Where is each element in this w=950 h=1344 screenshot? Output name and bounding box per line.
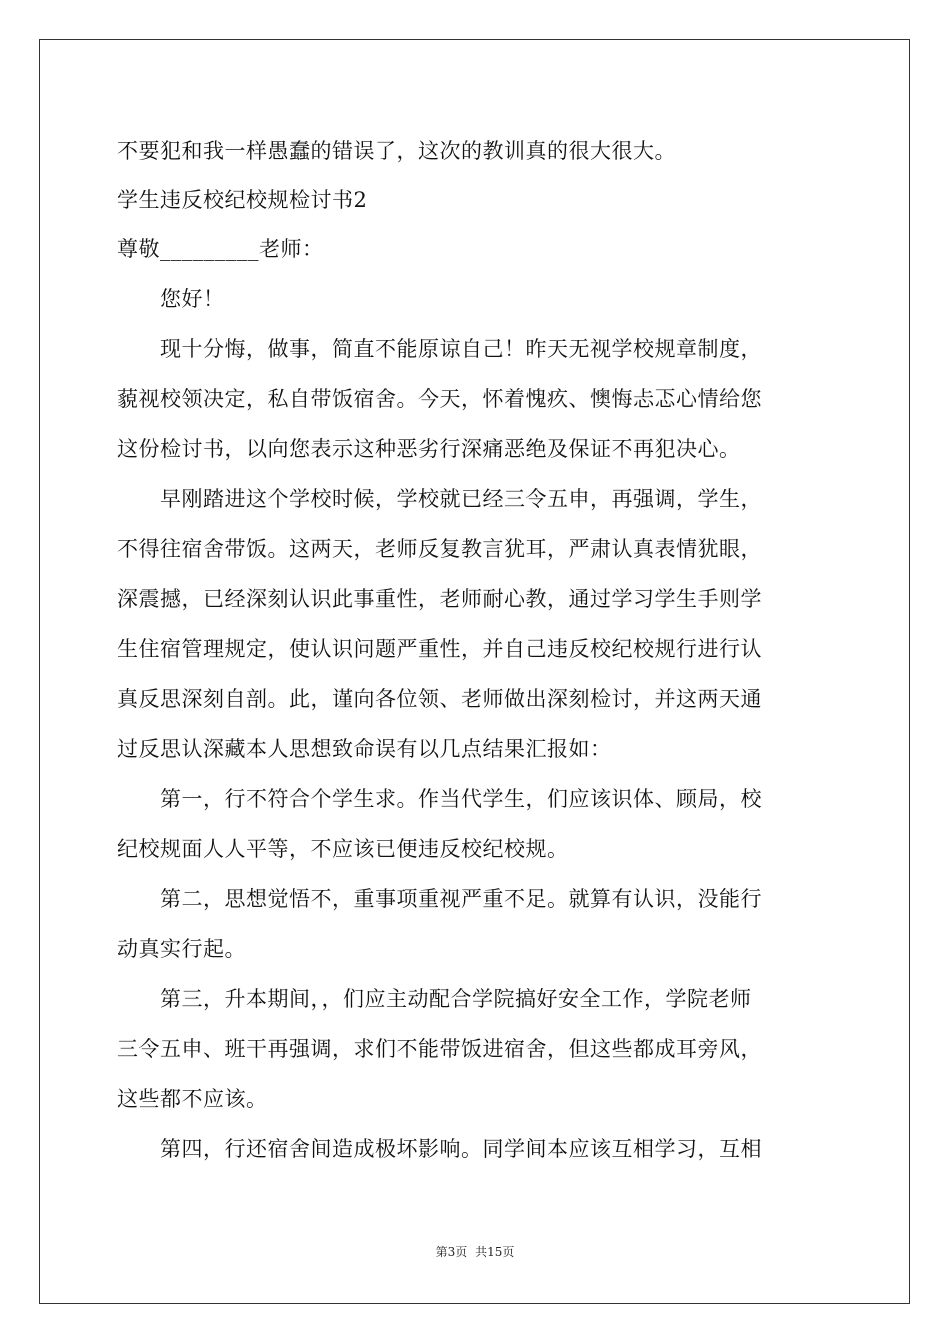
- text-line-13: 过反思认深藏本人思想致命误有以几点结果汇报如：: [117, 737, 612, 761]
- text-line-14: 第一，行不符合个学生求。作当代学生，们应该识体、顾局，校: [160, 787, 762, 811]
- page-number: 第3页: [435, 1245, 468, 1259]
- page-border: [39, 39, 910, 1304]
- section-title: 学生违反校纪校规检讨书2: [117, 188, 368, 212]
- text-line-11: 生住宿管理规定，使认识问题严重性，并自己违反校纪校规行进行认: [117, 637, 762, 661]
- text-line-15: 纪校规面人人平等，不应该已便违反校纪校规。: [117, 837, 569, 861]
- text-line-1: 不要犯和我一样愚蠢的错误了，这次的教训真的很大很大。: [117, 139, 676, 163]
- text-line-18: 第三，升本期间，，们应主动配合学院搞好安全工作，学院老师: [160, 987, 752, 1011]
- text-line-21: 第四，行还宿舍间造成极坏影响。同学间本应该互相学习，互相: [160, 1137, 762, 1161]
- text-line-10: 深震撼，已经深刻认识此事重性，老师耐心教，通过学习学生手则学: [117, 587, 762, 611]
- salutation: 尊敬_________老师：: [117, 237, 324, 261]
- text-line-7: 这份检讨书，以向您表示这种恶劣行深痛恶绝及保证不再犯决心。: [117, 437, 741, 461]
- text-line-6: 藐视校领决定，私自带饭宿舍。今天，怀着愧疚、懊悔忐忑心情给您: [117, 387, 762, 411]
- text-line-19: 三令五申、班干再强调，求们不能带饭进宿舍，但这些都成耳旁风，: [117, 1037, 762, 1061]
- page-total: 共15页: [475, 1245, 515, 1259]
- text-line-9: 不得往宿舍带饭。这两天，老师反复教言犹耳，严肃认真表情犹眼，: [117, 537, 762, 561]
- text-line-12: 真反思深刻自剖。此，谨向各位领、老师做出深刻检讨，并这两天通: [117, 687, 762, 711]
- text-line-20: 这些都不应该。: [117, 1087, 268, 1111]
- page-footer: [0, 1244, 950, 1260]
- text-line-17: 动真实行起。: [117, 937, 246, 961]
- text-line-5: 现十分悔，做事，简直不能原谅自己！昨天无视学校规章制度，: [160, 337, 762, 361]
- text-line-8: 早刚踏进这个学校时候，学校就已经三令五申，再强调，学生，: [160, 487, 762, 511]
- greeting: 您好！: [160, 287, 225, 311]
- text-line-16: 第二，思想觉悟不，重事项重视严重不足。就算有认识，没能行: [160, 887, 762, 911]
